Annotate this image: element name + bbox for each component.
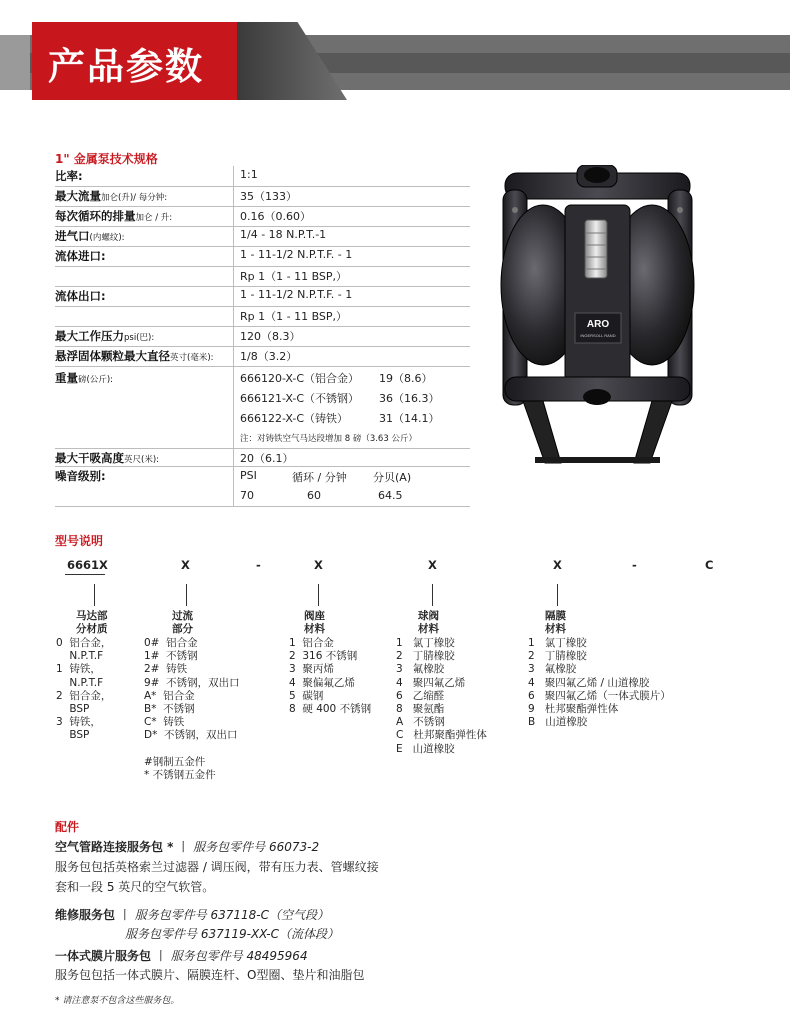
model-col-motor: [56, 637, 111, 743]
model-option: B 山道橡胶: [528, 716, 588, 729]
noise-value-cycles: 60: [307, 489, 321, 502]
model-option: 2 丁腈橡胶: [396, 650, 455, 663]
model-code-diaphragm: X: [553, 558, 562, 572]
spec-row: [55, 206, 470, 227]
model-option: 1 氯丁橡胶: [528, 637, 587, 649]
model-section-title: 型号说明: [55, 534, 104, 548]
spec-value: 0.16（0.60）: [240, 210, 311, 223]
model-tick-ball: [432, 584, 433, 606]
model-note-steel: #钢制五金件: [144, 756, 206, 768]
spec-row: [55, 346, 470, 367]
pump-image: [495, 165, 700, 465]
spec-row: [55, 266, 470, 287]
kit-air-line: 空气管路连接服务包 * 丨 服务包零件号 66073-2: [55, 840, 320, 854]
kit-diaphragm-line: 一体式膜片服务包 丨 服务包零件号 48495964: [55, 949, 308, 963]
model-option: 1 铸铁，: [56, 663, 101, 676]
model-option: B* 不锈钢: [144, 703, 195, 716]
weight-model-1: 666120-X-C（铝合金）: [240, 372, 360, 385]
kit-repair-name: 维修服务包: [55, 908, 116, 922]
model-code-base: 6661X: [67, 558, 108, 572]
model-col-title-motor: 马达部 分材质: [76, 610, 108, 636]
header-left-strip: [0, 35, 30, 90]
weight-value-2: 36（16.3）: [379, 392, 440, 405]
spec-label: 噪音级别:: [55, 469, 106, 483]
spec-row: [55, 226, 470, 247]
spec-row-dry-lift: [55, 448, 470, 467]
model-col-title-wetted: 过流 部分: [172, 610, 193, 636]
weight-model-2: 666121-X-C（不锈钢）: [240, 392, 360, 405]
noise-value-db: 64.5: [378, 489, 403, 502]
spec-value: 120（8.3）: [240, 330, 301, 343]
kit-diaphragm-part: 服务包零件号 48495964: [170, 949, 308, 963]
model-col-title-ball: 球阀 材料: [418, 610, 439, 636]
spec-row: [55, 286, 470, 307]
model-code-wetted: X: [181, 558, 190, 572]
spec-value: 1 - 11-1/2 N.P.T.F. - 1: [240, 288, 353, 301]
accessories-section-title: 配件: [55, 820, 80, 834]
model-tick-seat: [318, 584, 319, 606]
model-code-ball: X: [428, 558, 437, 572]
model-option: 3 氟橡胶: [528, 663, 577, 676]
spec-column-divider: [233, 166, 234, 506]
model-option: 2# 铸铁: [144, 663, 188, 676]
kit-air-desc-1: 服务包包括英格索兰过滤器 / 调压阀，带有压力表、管螺纹接: [55, 860, 379, 874]
spec-value: Rp 1（1 - 11 BSP,）: [240, 270, 348, 283]
spec-row: [55, 306, 470, 327]
model-col-title-seat: 阀座 材料: [304, 610, 325, 636]
model-option: A* 铝合金: [144, 689, 195, 702]
spec-label: 最大干吸高度英尺(米):: [55, 451, 159, 465]
spec-value: 1:1: [240, 168, 258, 181]
spec-row: [55, 246, 470, 267]
kit-air-part: 服务包零件号 66073-2: [193, 840, 320, 854]
model-option: A 不锈钢: [396, 716, 445, 729]
spec-row: [55, 186, 470, 207]
model-option: 4 聚四氟乙烯: [396, 676, 466, 689]
kit-diaphragm-name: 一体式膜片服务包: [55, 949, 152, 963]
spec-section-title: 1" 金属泵技术规格: [55, 152, 158, 166]
model-option: 5 碳钢: [289, 689, 324, 702]
model-option: 6 聚四氟乙烯（一体式膜片）: [528, 689, 671, 702]
noise-value-psi: 70: [240, 489, 254, 502]
model-option: N.P.T.F: [56, 676, 104, 689]
model-col-wetted: [144, 637, 240, 743]
noise-header-cycles: 循环 / 分钟: [292, 471, 347, 484]
model-option: 8 硬 400 不锈钢: [289, 703, 372, 716]
model-code-seat: X: [314, 558, 323, 572]
model-option: 3 铸铁，: [56, 716, 101, 729]
model-tick-diaphragm: [557, 584, 558, 606]
model-code-dash-2: -: [632, 558, 637, 572]
noise-header-db: 分贝(A): [373, 471, 412, 484]
spec-value: 35（133）: [240, 190, 297, 203]
noise-header-psi: PSI: [240, 469, 257, 482]
accessories-footnote: * 请注意泵不包含这些服务包。: [55, 996, 180, 1006]
model-code-dash-1: -: [256, 558, 261, 572]
spec-label: 流体出口:: [55, 289, 106, 303]
kit-air-name: 空气管路连接服务包 *: [55, 840, 174, 854]
pump-brand: ARO: [586, 319, 610, 330]
spec-row: [55, 166, 470, 187]
model-option: C 杜邦聚酯弹性体: [396, 729, 487, 742]
weight-model-3: 666122-X-C（铸铁）: [240, 412, 349, 425]
kit-repair-part-1: 服务包零件号 637118-C（空气段）: [134, 908, 330, 922]
model-option: 2 316 不锈钢: [289, 650, 358, 663]
model-col-seat: [289, 637, 371, 716]
spec-value: Rp 1（1 - 11 BSP,）: [240, 310, 348, 323]
page-title: 产品参数: [48, 45, 204, 88]
kit-repair-part-2: 服务包零件号 637119-XX-C（流体段）: [125, 927, 340, 941]
spec-value: 1 - 11-1/2 N.P.T.F. - 1: [240, 248, 353, 261]
kit-air-desc-2: 套和一段 5 英尺的空气软管。: [55, 880, 215, 894]
model-option: 2 丁腈橡胶: [528, 650, 587, 663]
model-option: 6 乙缩醛: [396, 689, 445, 702]
model-option: D* 不锈钢，双出口: [144, 729, 238, 742]
model-option: 0 铝合金，: [56, 637, 112, 649]
model-option: C* 铸铁: [144, 716, 185, 729]
model-option: E 山道橡胶: [396, 742, 455, 755]
model-option: 9 杜邦聚酯弹性体: [528, 703, 619, 716]
spec-label: 每次循环的排量加仑 / 升:: [55, 209, 173, 223]
spec-label: 悬浮固体颗粒最大直径英寸(毫米):: [55, 349, 214, 363]
spec-value: 1/8（3.2）: [240, 350, 298, 363]
kit-repair-line: 维修服务包 丨 服务包零件号 637118-C（空气段）: [55, 908, 330, 922]
pump-brand-sub: INGERSOLL RAND: [580, 333, 616, 338]
model-option: 4 聚偏氟乙烯: [289, 676, 355, 689]
model-option: 3 氟橡胶: [396, 663, 445, 676]
model-option: 9# 不锈钢，双出口: [144, 676, 240, 689]
model-option: 0# 铝合金: [144, 637, 198, 649]
spec-label: 进气口(内螺纹):: [55, 229, 125, 243]
spec-label: 流体进口:: [55, 249, 106, 263]
model-option: 1 氯丁橡胶: [396, 637, 455, 649]
spec-label: 比率:: [55, 169, 83, 183]
model-option: 4 聚四氟乙烯 / 山道橡胶: [528, 676, 650, 689]
spec-value: 20（6.1）: [240, 452, 294, 465]
weight-note: 注：对铸铁空气马达段增加 8 磅（3.63 公斤）: [240, 434, 417, 444]
model-option: 1# 不锈钢: [144, 650, 198, 663]
kit-diaphragm-desc: 服务包包括一体式膜片、隔膜连杆、O型圈、垫片和油脂包: [55, 968, 365, 982]
spec-value: 1/4 - 18 N.P.T.-1: [240, 228, 327, 241]
spec-label: 最大工作压力psi(巴):: [55, 329, 155, 343]
model-code-underline: [65, 574, 105, 575]
weight-value-1: 19（8.6）: [379, 372, 433, 385]
spec-row: [55, 326, 470, 347]
model-tick-wetted: [186, 584, 187, 606]
model-col-diaphragm: [528, 637, 671, 729]
model-col-title-diaphragm: 隔膜 材料: [545, 610, 566, 636]
spec-label: 重量磅(公斤):: [55, 371, 113, 385]
model-option: N.P.T.F: [56, 650, 104, 663]
model-option: BSP: [56, 703, 90, 716]
model-option: BSP: [56, 729, 90, 742]
weight-value-3: 31（14.1）: [379, 412, 440, 425]
model-col-ball: [396, 637, 487, 756]
model-option: 2 铝合金，: [56, 689, 112, 702]
model-option: 1 铝合金: [289, 637, 334, 649]
model-note-stainless: * 不锈钢五金件: [144, 769, 216, 781]
model-code-c: C: [705, 558, 714, 572]
model-option: 3 聚丙烯: [289, 663, 334, 676]
model-option: 8 聚氨酯: [396, 703, 445, 716]
model-tick-motor: [94, 584, 95, 606]
spec-label: 最大流量加仑(升)/ 每分钟:: [55, 189, 168, 203]
